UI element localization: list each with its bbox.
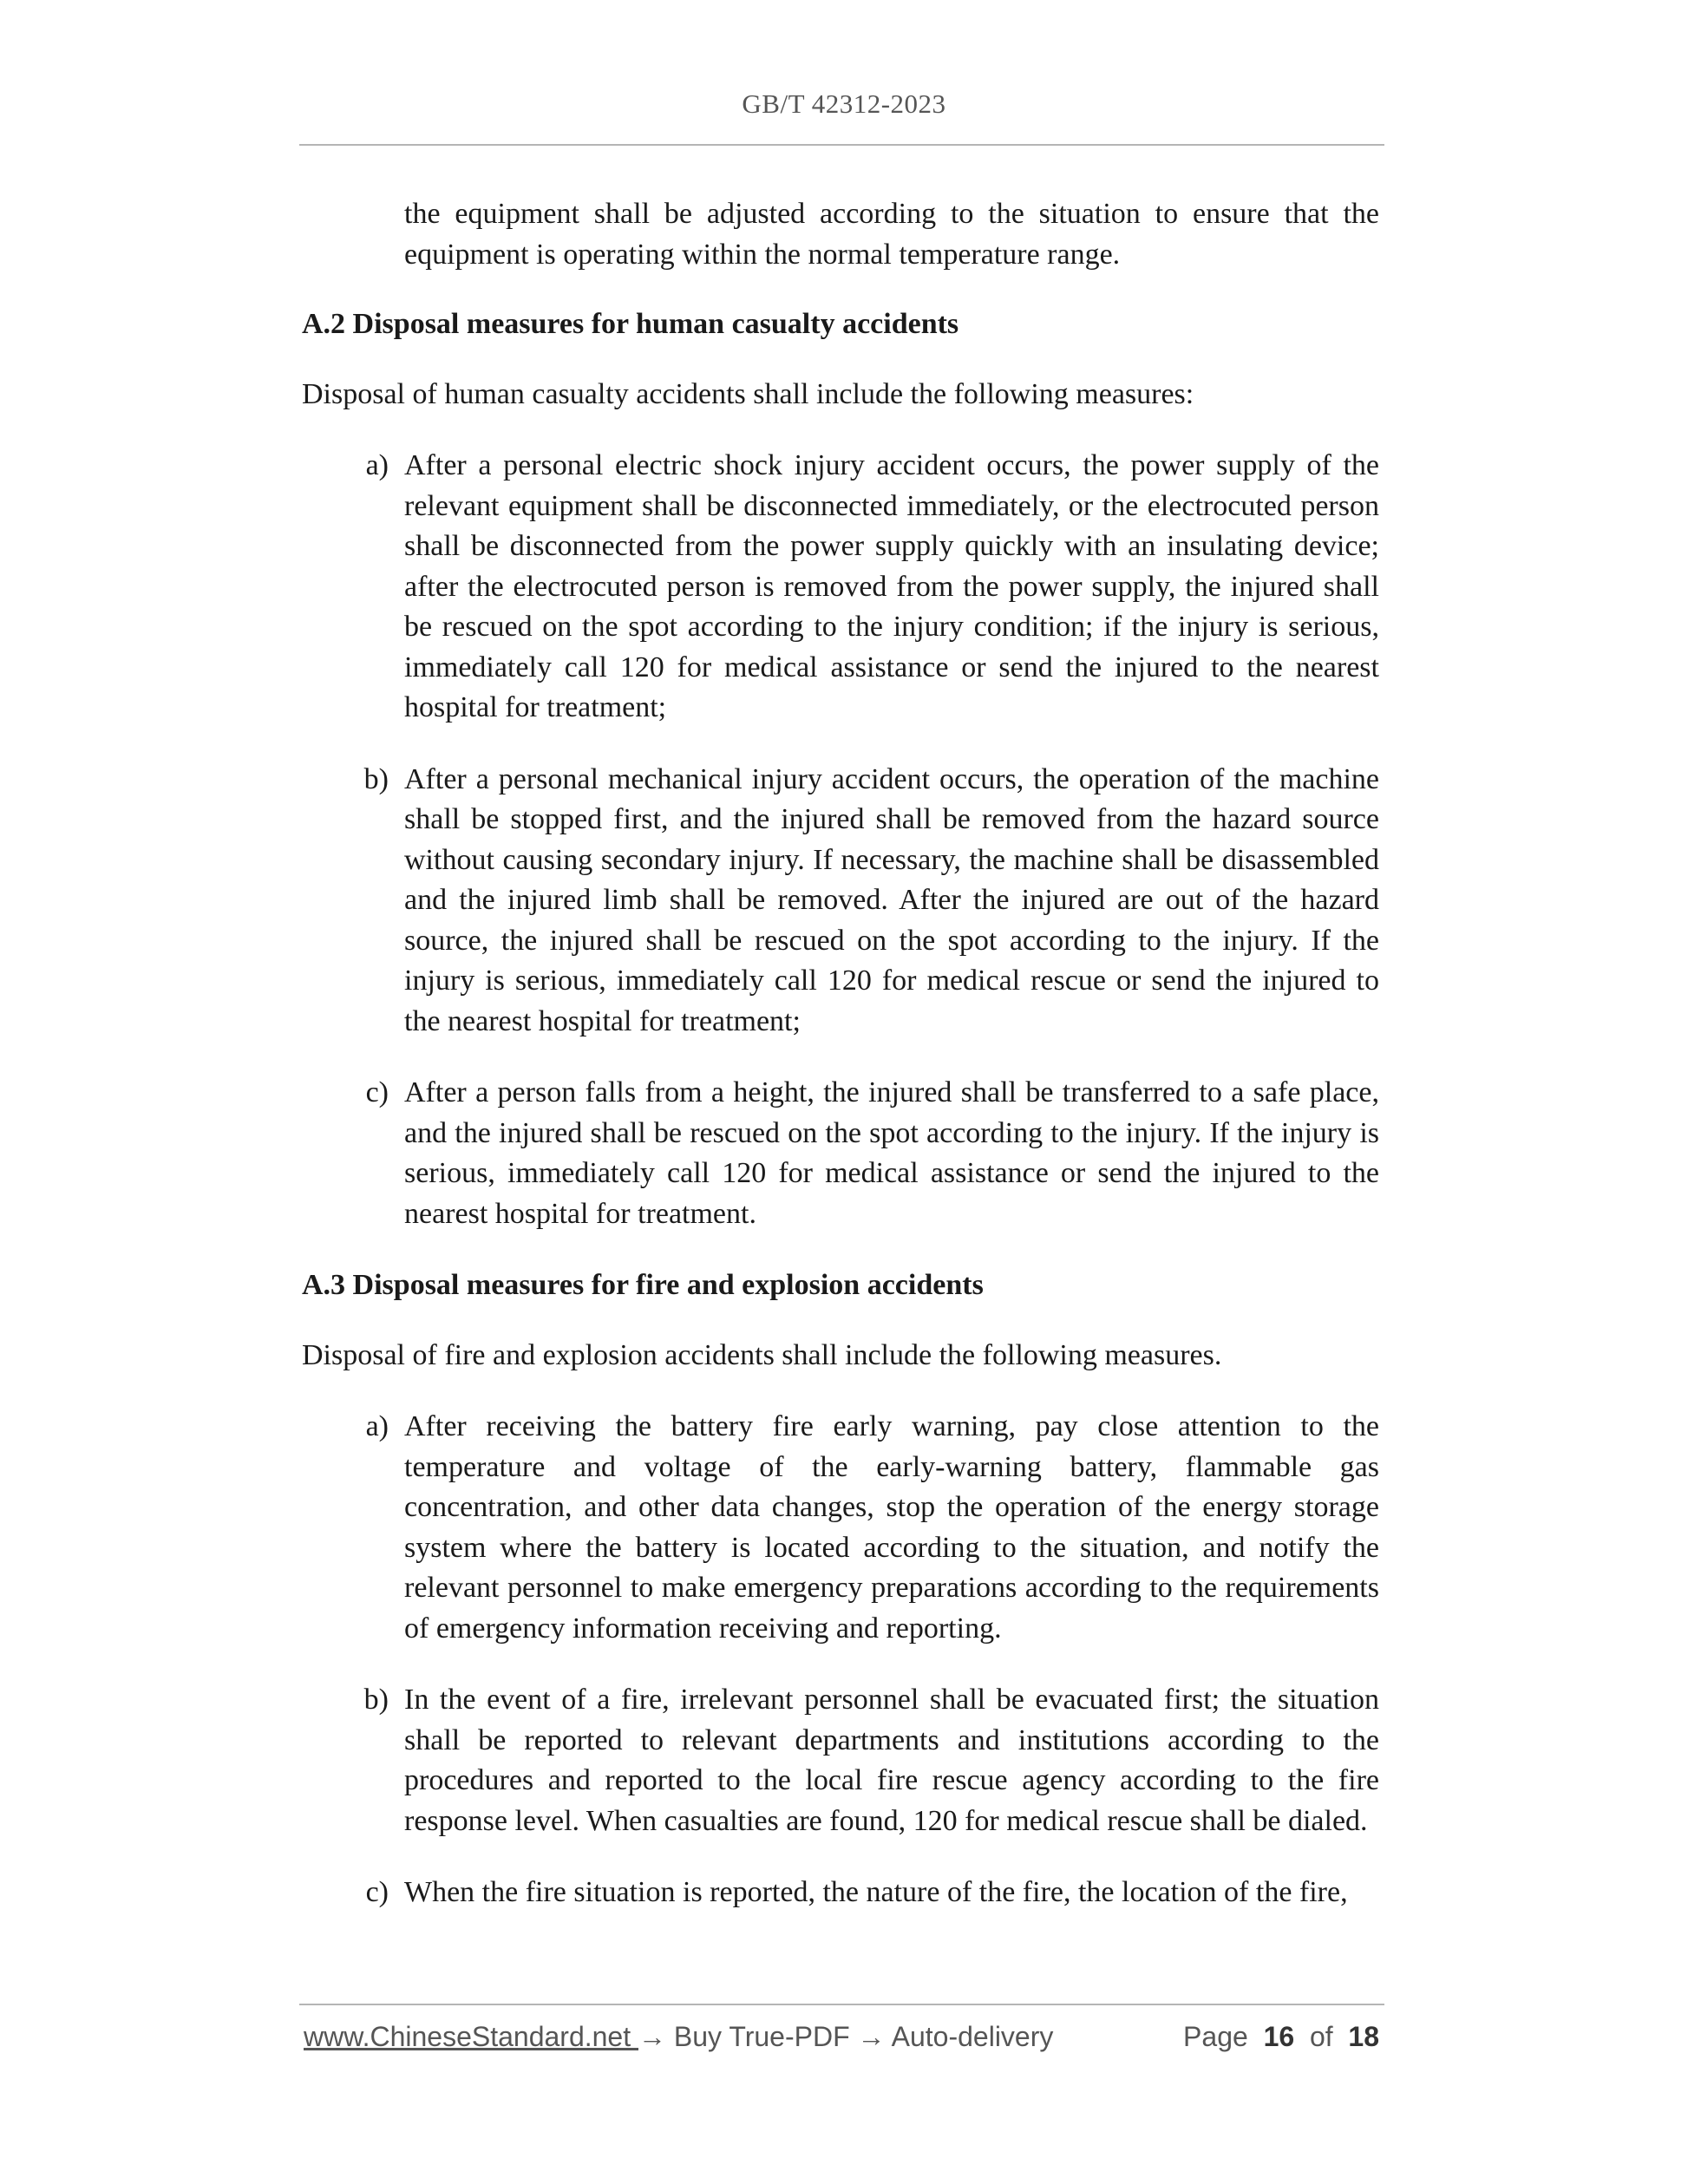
page-footer: [304, 2021, 1379, 2063]
list-item-text: When the fire situation is reported, the nature of the fire, the location of the fire,: [404, 1876, 1348, 1908]
page-body: [302, 194, 1379, 1945]
list-item: [302, 1680, 1379, 1841]
header-divider: [299, 144, 1384, 146]
section-heading-a3: A.3 Disposal measures for fire and explosion accidents: [302, 1269, 984, 1301]
chinesestandard-link[interactable]: www.ChineseStandard.net: [304, 2021, 638, 2052]
section-heading-a2: A.2 Disposal measures for human casualty accidents: [302, 308, 959, 340]
list-item-text: In the event of a fire, irrelevant personnel shall be evacuated first; the situation shall be reported to relevant departments and institutions according to the procedures and reported to the local fire rescue agency according to the fire response level. When casualties are found, 120 for medical rescue shall be dialed.: [404, 1684, 1379, 1837]
list-item: [302, 1073, 1379, 1234]
document-id-header: GB/T 42312-2023: [742, 88, 946, 119]
footer-promo: [304, 2021, 1053, 2053]
list-item-text: After receiving the battery fire early warning, pay close attention to the temperature and voltage of the early-warning battery, flammable gas concentration, and other data changes, stop the operation of the energy storage system where the battery is located according to the situation, and notify the relevant personnel to make emergency preparations according to the requirements of emergency information receiving and reporting.: [404, 1410, 1379, 1645]
auto-delivery-text: Auto-delivery: [885, 2021, 1054, 2052]
list-marker: b): [363, 762, 389, 795]
list-marker: a): [365, 449, 389, 481]
list-marker: b): [363, 1684, 389, 1716]
page-label: Page: [1183, 2021, 1248, 2052]
section-intro-a2: Disposal of human casualty accidents shall include the following measures:: [302, 377, 1194, 410]
list-item-text: After a person falls from a height, the injured shall be transferred to a safe place, and the injured shall be rescued on the spot according to the injury. If the injury is serious, immediately call 120 for medical assistance or send the injured to the nearest hospital for treatment.: [404, 1076, 1379, 1230]
section-intro-a3: Disposal of fire and explosion accidents shall include the following measures.: [302, 1338, 1222, 1371]
list-item: [302, 1407, 1379, 1649]
list-marker: c): [365, 1076, 389, 1108]
page-current: 16: [1263, 2021, 1295, 2052]
page-number: [1183, 2021, 1379, 2053]
page-total: 18: [1348, 2021, 1379, 2052]
arrow-right-icon: →: [638, 2021, 666, 2052]
continuation-paragraph: the equipment shall be adjusted according to the situation to ensure that the equipment is operating within the normal temperature range.: [404, 198, 1379, 271]
list-item: [302, 446, 1379, 729]
list-item-text: After a personal mechanical injury accident occurs, the operation of the machine shall be stopped first, and the injured shall be removed from the hazard source without causing secondary injury. If necessary, the machine shall be disassembled and the injured limb shall be removed. After the injured are out of the hazard source, the injured shall be rescued on the spot according to the injury. If the injury is serious, immediately call 120 for medical rescue or send the injured to the nearest hospital for treatment;: [404, 762, 1379, 1037]
list-marker: a): [365, 1410, 389, 1442]
list-item: [302, 1873, 1379, 1913]
list-marker: c): [365, 1876, 389, 1908]
buy-true-pdf-text: Buy True-PDF: [666, 2021, 858, 2052]
arrow-right-icon: →: [857, 2021, 886, 2052]
list-item-text: After a personal electric shock injury accident occurs, the power supply of the relevant equipment shall be disconnected immediately, or the electrocuted person shall be disconnected from the power supply quickly with an insulating device; after the electrocuted person is removed from the power supply, the injured shall be rescued on the spot according to the injury condition; if the injury is serious, immediately call 120 for medical assistance or send the injured to the nearest hospital for treatment;: [404, 449, 1379, 723]
footer-divider: [299, 2004, 1384, 2005]
page-of-label: of: [1309, 2021, 1333, 2052]
list-item: [302, 760, 1379, 1043]
